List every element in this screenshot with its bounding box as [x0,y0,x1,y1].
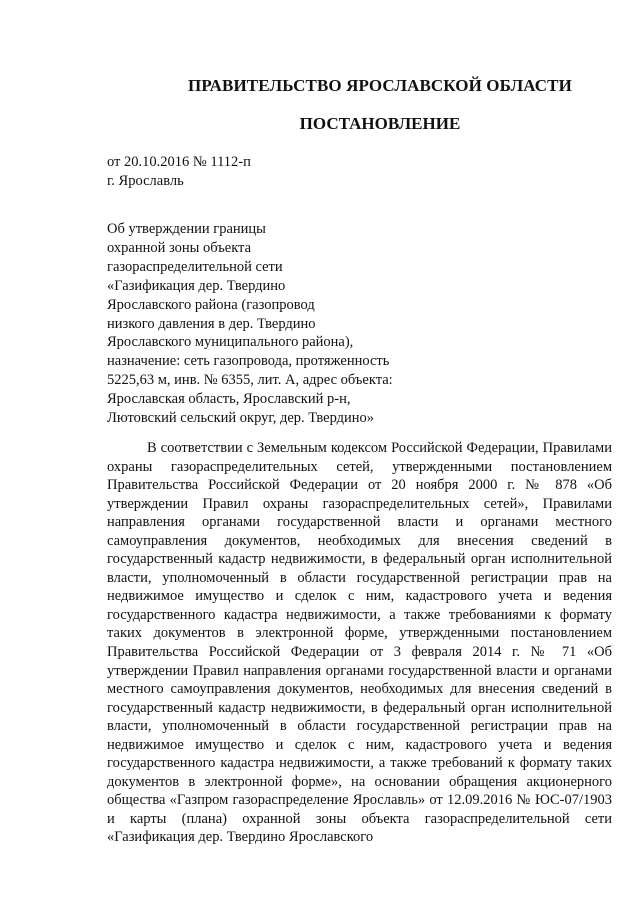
subject-line: Ярославская область, Ярославский р-н, [107,391,351,408]
subject-line: назначение: сеть газопровода, протяженность [107,353,390,370]
document-place: г. Ярославль [107,173,184,189]
document-type-heading: ПОСТАНОВЛЕНИЕ [299,114,461,133]
document-subject [107,220,393,428]
subject-line: Об утверждении границы [107,221,266,237]
subject-line: охранной зоны объекта [107,239,252,256]
subject-line: «Газификация дер. Твердино [107,277,286,294]
subject-line: низкого давления в дер. Твердино [107,315,316,332]
body-paragraph: В соответствии с Земельным кодексом Российской Федерации, Правилами охраны газораспределительных сетей, утвержденными постановлением Правительства Российской Федерации от 20 ноября 2000 г. № 878 «Об утверждении Правил охраны газораспределительных сетей», Правилами направления органами государственной власти и органами местного самоуправления документов, необходимых для внесения сведений в государственный кадастр недвижимости, в федеральный орган исполнительной власти, уполномоченный в области государственной регистрации прав на недвижимое имущество и сделок с ним, кадастрового учета и ведения государственного кадастра недвижимости, а также требованиями к формату таких документов в электронной форме, утвержденными постановлением Правительства Российской Федерации от 3 февраля 2014 г. № 71 «Об утверждении Правил направления органами государственной власти и органами местного самоуправления документов, необходимых для внесения сведений в государственный кадастр недвижимости, в федеральный орган исполнительной власти, уполномоченный в области государственной регистрации прав на недвижимое имущество и сделок с ним, кадастрового учета и ведения государственного кадастра недвижимости, а также требований к формату таких документов в электронной форме», на основании обращения акционерного общества «Газпром газораспределение Ярославль» от 12.09.2016 № ЮС-07/1903 и карты (плана) охранной зоны объекта газораспределительной сети «Газификация дер. Твердино Ярославского [107,440,612,846]
subject-line: газораспределительной сети [107,258,283,275]
document-date-number: от 20.10.2016 № 1112-п [107,154,251,170]
document-meta [107,153,251,191]
subject-line: 5225,63 м, инв. № 6355, лит. А, адрес объекта: [107,372,393,389]
subject-line: Лютовский сельский округ, дер. Твердино» [107,410,375,427]
subject-line: Ярославского района (газопровод [107,296,315,313]
subject-line: Ярославского муниципального района), [107,334,354,351]
organization-title: ПРАВИТЕЛЬСТВО ЯРОСЛАВСКОЙ ОБЛАСТИ [188,76,572,95]
